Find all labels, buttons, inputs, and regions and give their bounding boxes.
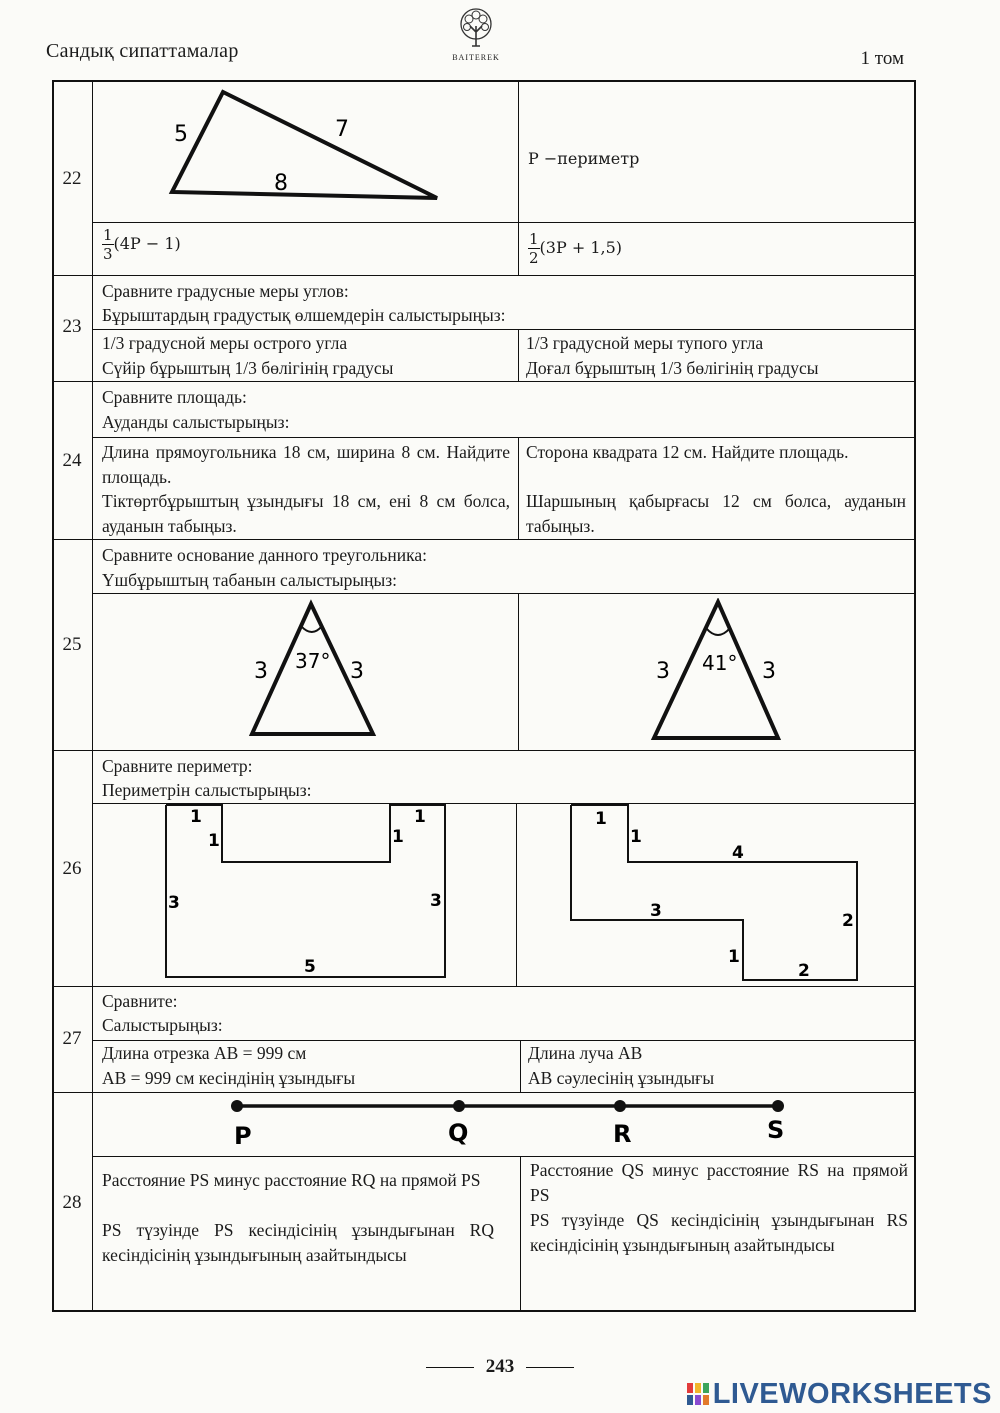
- expression-left: $\frac{1}{3}$ (4P − 1): [103, 226, 181, 263]
- task-title-ru: Сравните градусные меры углов:: [102, 281, 349, 301]
- baiterek-logo: [448, 6, 504, 68]
- option-left-kz: Сүйір бұрыштың 1/3 бөлігінің градусы: [102, 358, 394, 378]
- side-label: 3: [656, 659, 670, 684]
- expression-right: $\frac{1}{2}$ (3P + 1,5): [529, 230, 622, 267]
- length-label: 4: [732, 843, 744, 863]
- task-number-25: 25: [62, 634, 82, 655]
- isosceles-triangle-37: [240, 598, 390, 744]
- length-label: 3: [168, 893, 180, 913]
- length-label: 3: [430, 891, 442, 911]
- option-left-kz: PS түзуінде PS кесіндісінің ұзындығынан RQ кесіндісінің ұзындығының азайтындысы: [102, 1220, 494, 1265]
- option-left-ru: 1/3 градусной меры острого угла: [102, 333, 348, 353]
- task-title-ru: Сравните периметр:: [102, 756, 253, 776]
- task-title-ru: Сравните:: [102, 991, 178, 1011]
- logo-text: BAITEREK: [452, 53, 500, 62]
- length-label: 5: [304, 957, 316, 977]
- option-left-kz: Тіктөртбұрыштың ұзындығы 18 см, ені 8 см болса, ауданын табыңыз.: [102, 491, 510, 536]
- task-title-kz: Периметрін салыстырыңыз:: [102, 780, 312, 800]
- option-right-kz: AB сәулесінің ұзындығы: [528, 1068, 715, 1088]
- angle-label: 41°: [702, 651, 738, 675]
- tree-icon: [454, 6, 498, 50]
- task-title-kz: Үшбұрыштың табанын салыстырыңыз:: [102, 570, 398, 590]
- task-number-27: 27: [62, 1028, 82, 1049]
- task-title-kz: Салыстырыңыз:: [102, 1015, 223, 1035]
- task-title-ru: Сравните площадь:: [102, 387, 247, 407]
- length-label: 1: [728, 947, 740, 967]
- side-label: 3: [762, 659, 776, 684]
- point-label: Q: [448, 1119, 469, 1147]
- length-label: 1: [208, 831, 220, 851]
- book-section-title: Сандық сипаттамалар: [46, 40, 239, 62]
- length-label: 1: [630, 827, 642, 847]
- volume-label: 1 том: [860, 48, 904, 69]
- option-left-ru: Длина отрезка AB = 999 см: [102, 1043, 307, 1063]
- number-line-pqrs: [220, 1096, 800, 1154]
- length-label: 2: [842, 911, 854, 931]
- side-label: 3: [254, 659, 268, 684]
- liveworksheets-watermark: LIVEWORKSHEETS: [687, 1378, 992, 1411]
- triangle-side-label: 8: [274, 171, 288, 196]
- length-label: 2: [798, 961, 810, 981]
- option-right-ru: Сторона квадрата 12 см. Найдите площадь.: [526, 442, 849, 462]
- step-shape-figure: [560, 800, 870, 984]
- task-number-28: 28: [62, 1192, 82, 1213]
- task-title-ru: Сравните основание данного треугольника:: [102, 545, 427, 565]
- option-right-kz: Доғал бұрыштың 1/3 бөлігінің градусы: [526, 358, 819, 378]
- length-label: 1: [414, 807, 426, 827]
- task-title-kz: Бұрыштардың градустық өлшемдерін салыстырыңыз:: [102, 305, 506, 325]
- triangle-side-label: 5: [174, 122, 188, 147]
- side-label: 3: [350, 659, 364, 684]
- triangle-5-7-8: [150, 84, 470, 218]
- perimeter-definition: P −периметр: [528, 149, 640, 168]
- option-left-ru: Длина прямоугольника 18 см, ширина 8 см. Найдите площадь.: [102, 442, 510, 487]
- option-right-ru: Длина луча AB: [528, 1043, 643, 1063]
- option-left-kz: AB = 999 см кесіндінің ұзындығы: [102, 1068, 356, 1088]
- task-number-24: 24: [62, 450, 82, 471]
- option-right-ru: Расстояние QS минус расстояние RS на прямой PS: [530, 1160, 908, 1205]
- task-number-22: 22: [62, 168, 82, 189]
- length-label: 1: [190, 807, 202, 827]
- length-label: 1: [392, 827, 404, 847]
- page-number: 243: [0, 1356, 1000, 1378]
- point-label: R: [613, 1120, 632, 1148]
- option-right-kz: Шаршының қабырғасы 12 см болса, ауданын табыңыз.: [526, 491, 906, 536]
- triangle-side-label: 7: [335, 117, 349, 142]
- angle-label: 37°: [295, 649, 331, 673]
- task-title-kz: Ауданды салыстырыңыз:: [102, 412, 290, 432]
- option-right-kz: PS түзуінде QS кесіндісінің ұзындығынан RS кесіндісінің ұзындығының азайтындысы: [530, 1210, 908, 1255]
- isosceles-triangle-41: [642, 598, 792, 744]
- point-label: S: [767, 1116, 785, 1144]
- u-shape-figure: [160, 800, 452, 982]
- length-label: 1: [595, 809, 607, 829]
- liveworksheets-icon: [687, 1383, 709, 1405]
- task-number-26: 26: [62, 858, 82, 879]
- point-label: P: [234, 1122, 252, 1150]
- length-label: 3: [650, 901, 662, 921]
- option-left-ru: Расстояние PS минус расстояние RQ на прямой PS: [102, 1170, 481, 1190]
- task-number-23: 23: [62, 316, 82, 337]
- option-right-ru: 1/3 градусной меры тупого угла: [526, 333, 764, 353]
